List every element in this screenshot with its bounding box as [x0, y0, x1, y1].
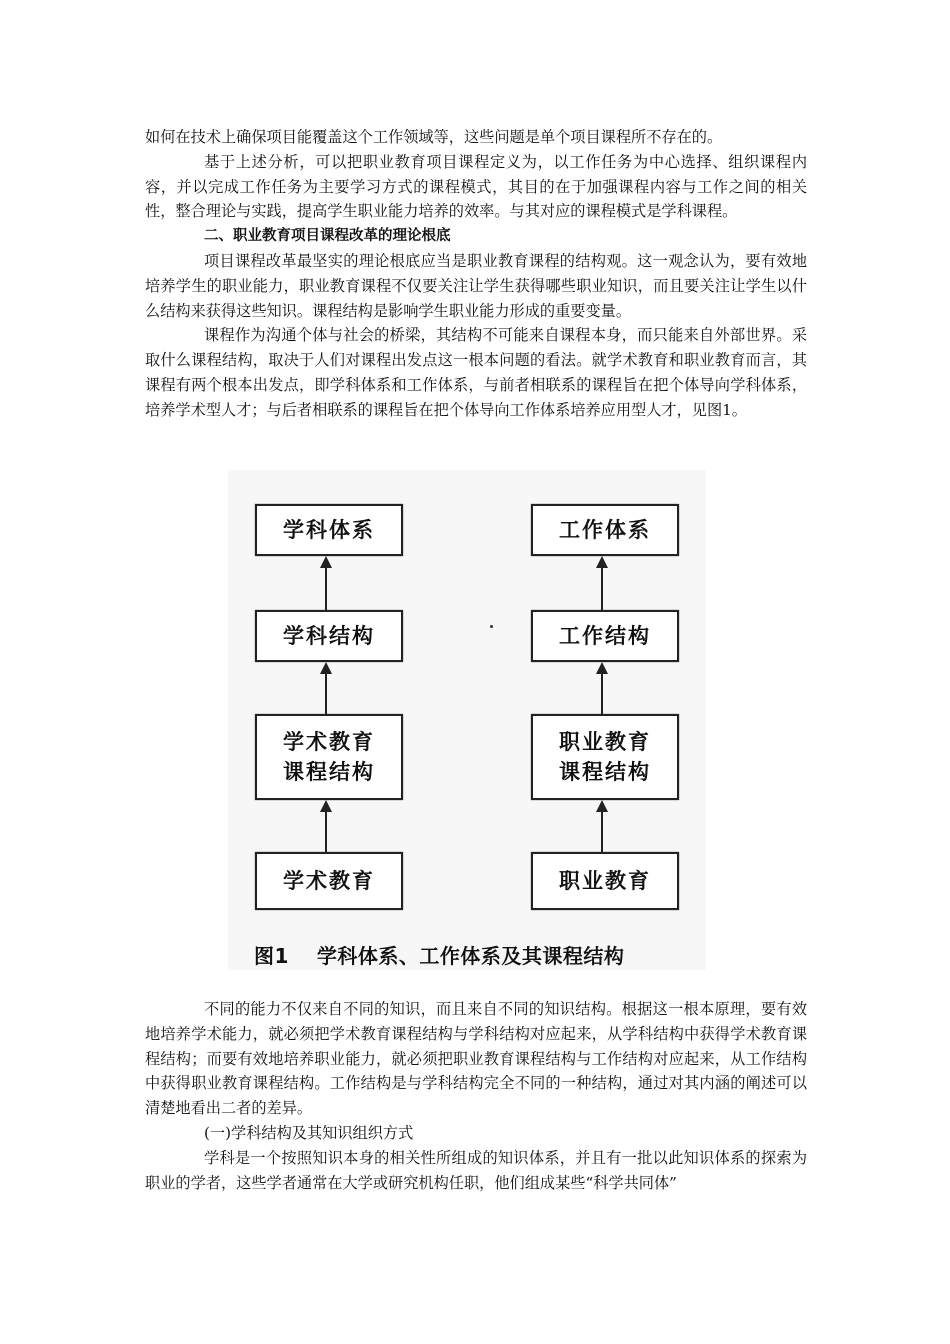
paragraph: 如何在技术上确保项目能覆盖这个工作领域等，这些问题是单个项目课程所不存在的。 — [145, 128, 723, 146]
paragraph: 学科是一个按照知识本身的相关性所组成的知识体系，并且有一批以此知识体系的探索为职业的学者，这些学者通常在大学或研究机构任职，他们组成某些“科学共同体” — [145, 1148, 807, 1192]
box-discipline-system: 学科体系 — [255, 504, 403, 556]
figure-title: 学科体系、工作体系及其课程结构 — [316, 944, 625, 968]
subsection-heading: (一)学科结构及其知识组织方式 — [204, 1123, 414, 1142]
box-academic-curriculum: 学术教育 课程结构 — [255, 714, 403, 800]
figure-number: 图1 — [254, 944, 289, 968]
paragraph: 基于上述分析，可以把职业教育项目课程定义为，以工作任务为中心选择、组织课程内容，并以完成工作任务为主要学习方式的课程模式，其目的在于加强课程内容与工作之间的相关性，整合理论与实践，提高学生职业能力培养的效率。与其对应的课程模式是学科课程。 — [145, 152, 807, 221]
arrowhead — [596, 556, 608, 568]
section-heading: 二、职业教育项目课程改革的理论根底 — [204, 228, 451, 245]
arrow — [601, 672, 603, 714]
figure-1 — [228, 470, 706, 970]
arrowhead — [320, 556, 332, 568]
arrowhead — [320, 800, 332, 812]
box-academic-education: 学术教育 — [255, 852, 403, 910]
figure-caption — [254, 940, 624, 969]
arrow — [601, 566, 603, 610]
box-vocational-education: 职业教育 — [531, 852, 679, 910]
box-work-system: 工作体系 — [531, 504, 679, 556]
paragraph: 不同的能力不仅来自不同的知识，而且来自不同的知识结构。根据这一根本原理，要有效地培养学术能力，就必须把学术教育课程结构与学科结构对应起来，从学科结构中获得学术教育课程结构；而要有效地培养职业能力，就必须把职业教育课程结构与工作结构对应起来，从工作结构中获得职业教育课程结构。工作结构是与学科结构完全不同的一种结构，通过对其内涵的阐述可以清楚地看出二者的差异。 — [145, 1000, 807, 1118]
paragraph: 课程作为沟通个体与社会的桥梁，其结构不可能来自课程本身，而只能来自外部世界。采取什么课程结构，取决于人们对课程出发点这一根本问题的看法。就学术教育和职业教育而言，其课程有两个根本出发点，即学科体系和工作体系，与前者相联系的课程旨在把个体导向学科体系，培养学术型人才；与后者相联系的课程旨在把个体导向工作体系培养应用型人才，见图1。 — [145, 326, 807, 419]
arrow — [325, 810, 327, 852]
arrow — [601, 810, 603, 852]
arrowhead — [320, 662, 332, 674]
box-discipline-structure: 学科结构 — [255, 610, 403, 662]
text-block-top — [145, 125, 807, 423]
paragraph: 项目课程改革最坚实的理论根底应当是职业教育课程的结构观。这一观念认为，要有效地培养学生的职业能力，职业教育课程不仅要关注让学生获得哪些职业知识，而且要关注让学生以什么结构来获得这些知识。课程结构是影响学生职业能力形成的重要变量。 — [145, 251, 807, 320]
arrowhead — [596, 800, 608, 812]
box-vocational-curriculum: 职业教育 课程结构 — [531, 714, 679, 800]
arrow — [325, 672, 327, 714]
box-work-structure: 工作结构 — [531, 610, 679, 662]
text-block-bottom — [145, 997, 807, 1195]
arrowhead — [596, 662, 608, 674]
stray-dot — [490, 625, 493, 628]
arrow — [325, 566, 327, 610]
